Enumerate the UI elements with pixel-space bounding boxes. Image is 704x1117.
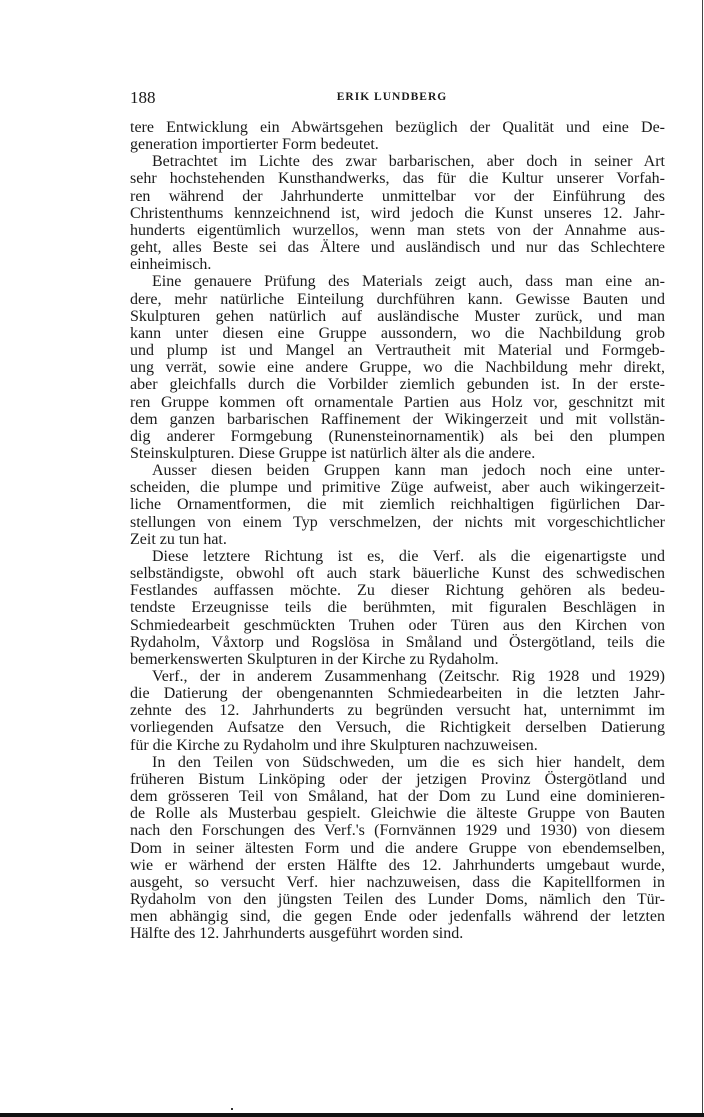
scan-speck (231, 1108, 233, 1110)
text-line: die Datierung der obengenannten Schmiedearbeiten in die letzten Jahr- (130, 685, 665, 703)
text-line: einheimisch. (130, 256, 212, 274)
text-line: dig anderer Formgebung (Runensteinornamentik) als bei den plumpen (130, 427, 665, 445)
text-line: Ausser diesen beiden Gruppen kann man jedoch noch eine unter- (152, 462, 665, 480)
text-line: In den Teilen von Südschweden, um die es sich hier handelt, dem (152, 753, 665, 771)
text-line: Dom in seiner ältesten Form und die andere Gruppe von ebendemselben, (130, 839, 665, 857)
text-line: Steinskulpturen. Diese Gruppe ist natürlich älter als die andere. (130, 444, 536, 462)
text-line: ren Gruppe kommen oft ornamentale Partien aus Holz vor, geschnitzt mit (130, 393, 665, 411)
text-line: Hälfte des 12. Jahrhunderts ausgeführt worden sind. (130, 925, 464, 943)
text-line: ausgeht, so versucht Verf. hier nachzuweisen, dass die Kapitellformen in (130, 873, 665, 891)
text-line: men abhängig sind, die gegen Ende oder jedenfalls während der letzten (130, 908, 665, 926)
text-line: zehnte des 12. Jahrhunderts zu begründen versucht hat, unternimmt im (130, 702, 665, 720)
paragraph (130, 119, 665, 153)
text-line: liche Ornamentformen, die mit ziemlich reichhaltigen figürlichen Dar- (130, 496, 665, 514)
text-line: Eine genauere Prüfung des Materials zeigt auch, dass man eine an- (152, 273, 665, 291)
text-line: Festlandes auffassen möchte. Zu dieser Richtung gehören als bedeu- (130, 582, 665, 600)
scan-bottom-edge (0, 1113, 704, 1117)
text-line: geht, alles Beste sei das Ältere und ausländisch und nur das Schlechtere (130, 239, 665, 257)
paragraph (130, 462, 665, 548)
paragraph (130, 273, 665, 462)
text-line: ung verrät, sowie eine andere Gruppe, wo die Nachbildung mehr direkt, (130, 359, 665, 377)
text-line: Rydaholm von den jüngsten Teilen des Lunder Doms, nämlich den Tür- (130, 891, 665, 909)
text-line: kann unter diesen eine Gruppe aussondern, wo die Nachbildung grob (130, 324, 665, 342)
text-line: ren während der Jahrhunderte unmittelbar vor der Einführung des (130, 187, 665, 205)
text-line: selbständigste, obwohl oft auch stark bäuerliche Kunst des schwedischen (130, 565, 665, 583)
text-line: nach den Forschungen des Verf.'s (Fornvännen 1929 und 1930) von diesem (130, 822, 665, 840)
text-line: und plump ist und Mangel an Vertrautheit mit Material und Formgeb- (130, 342, 665, 360)
paragraph (130, 153, 665, 273)
text-line: Diese letztere Richtung ist es, die Verf. als die eigenartigste und (152, 547, 665, 565)
scan-edge (702, 0, 703, 1117)
text-line: scheiden, die plumpe und primitive Züge aufweist, aber auch wikingerzeit- (130, 479, 665, 497)
text-line: Rydaholm, Våxtorp und Rogslösa in Småland und Östergötland, teils die (130, 633, 665, 651)
text-line: Schmiedearbeit geschmückten Truhen oder Türen aus den Kirchen von (130, 616, 665, 634)
text-line: für die Kirche zu Rydaholm und ihre Skulpturen nachzuweisen. (130, 736, 538, 754)
paragraph (130, 548, 665, 668)
text-line: sehr hochstehenden Kunsthandwerks, das für die Kultur unserer Vorfah- (130, 170, 665, 188)
text-line: aber gleichfalls durch die Vorbilder ziemlich gebunden ist. In der erste- (130, 376, 665, 394)
text-line: generation importierter Form bedeutet. (130, 136, 379, 154)
text-line: Betrachtet im Lichte des zwar barbarischen, aber doch in seiner Art (152, 153, 665, 171)
text-line: Christenthums kennzeichnend ist, wird jedoch die Kunst unseres 12. Jahr- (130, 204, 665, 222)
text-line: hunderts eigentümlich wurzellos, wenn man stets von der Annahme aus- (130, 221, 665, 239)
paragraph (130, 668, 665, 754)
text-line: bemerkenswerten Skulpturen in der Kirche zu Rydaholm. (130, 650, 499, 668)
text-line: wie er wärhend der ersten Hälfte des 12. Jahrhunderts umgebaut wurde, (130, 856, 665, 874)
text-line: dem grösseren Teil von Småland, hat der Dom zu Lund eine dominieren- (130, 788, 665, 806)
page-number: 188 (130, 88, 156, 107)
paragraph (130, 754, 665, 943)
text-line: dere, mehr natürliche Einteilung durchführen kann. Gewisse Bauten und (130, 290, 665, 308)
text-line: Skulpturen gehen natürlich auf ausländische Muster zurück, und man (130, 307, 665, 325)
text-line: früheren Bistum Linköping oder der jetzigen Provinz Östergötland und (130, 770, 665, 788)
text-line: vorliegenden Aufsatze den Versuch, die Richtigkeit derselben Datierung (130, 719, 665, 737)
body-text (130, 119, 665, 943)
text-line: tere Entwicklung ein Abwärtsgehen bezüglich der Qualität und eine De- (130, 119, 665, 136)
text-line: Zeit zu tun hat. (130, 530, 227, 548)
text-line: stellungen von einem Typ verschmelzen, der nichts mit vorgeschichtlicher (130, 513, 665, 531)
text-line: tendste Erzeugnisse teils die berühmten, mit figuralen Beschlägen in (130, 599, 665, 617)
running-head: ERIK LUNDBERG (336, 91, 448, 103)
text-line: dem ganzen barbarischen Raffinement der Wikingerzeit und mit vollstän- (130, 410, 665, 428)
text-line: de Rolle als Musterbau gespielt. Gleichwie die älteste Gruppe von Bauten (130, 805, 665, 823)
text-line: Verf., der in anderem Zusammenhang (Zeitschr. Rig 1928 und 1929) (152, 668, 665, 685)
